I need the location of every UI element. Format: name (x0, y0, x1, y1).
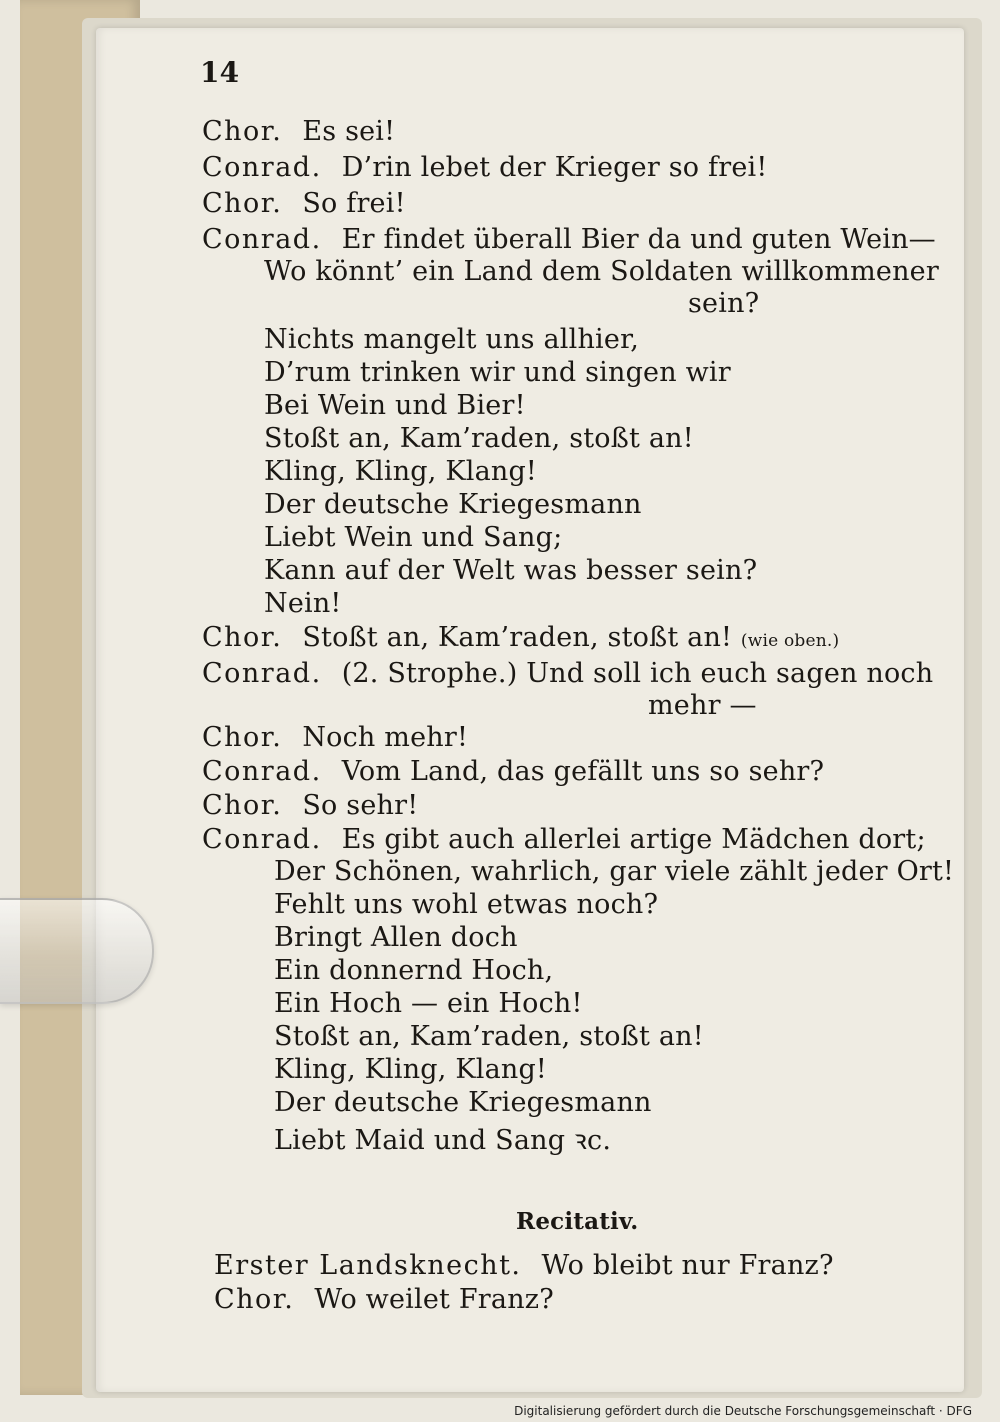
line-text: Vom Land, das gefällt uns so sehr? (341, 756, 825, 787)
text-line (202, 622, 839, 653)
book-page (96, 28, 964, 1392)
line-text: So frei! (302, 188, 406, 219)
speaker-label: Conrad. (202, 824, 322, 855)
text-line: Stoßt an, Kam’raden, stoßt an! (274, 1021, 704, 1052)
text-line: Der deutsche Kriegesmann (264, 489, 642, 520)
speaker-label: Chor. (202, 188, 283, 219)
speaker-label: Chor. (214, 1284, 295, 1315)
line-text: Wo bleibt nur Franz? (541, 1250, 834, 1281)
line-text: (2. Strophe.) Und soll ich euch sagen noch (341, 658, 934, 689)
speaker-label: Conrad. (202, 756, 322, 787)
text-line: Nein! (264, 588, 342, 619)
text-line: Der deutsche Kriegesmann (274, 1087, 652, 1118)
speaker-label: Conrad. (202, 658, 322, 689)
text-line: Ein donnernd Hoch, (274, 955, 554, 986)
speaker-label: Chor. (202, 722, 283, 753)
text-line (202, 756, 824, 787)
text-line: Stoßt an, Kam’raden, stoßt an! (264, 423, 694, 454)
line-text: Noch mehr! (302, 722, 469, 753)
line-text: Stoßt an, Kam’raden, stoßt an! (302, 622, 733, 653)
text-line: Der Schönen, wahrlich, gar viele zählt jeder Ort! (274, 856, 955, 887)
line-text: Es sei! (302, 116, 396, 147)
text-line: Fehlt uns wohl etwas noch? (274, 889, 659, 920)
speaker-label: Conrad. (202, 224, 322, 255)
text-line: sein? (688, 288, 760, 319)
speaker-label: Chor. (202, 116, 283, 147)
text-line: Liebt Maid und Sang ꝛc. (274, 1125, 612, 1156)
line-text: Es gibt auch allerlei artige Mädchen dort; (341, 824, 926, 855)
speaker-label: Erster Landsknecht. (214, 1250, 522, 1281)
text-line (214, 1250, 834, 1281)
text-line (202, 790, 418, 821)
speaker-label: Chor. (202, 622, 283, 653)
text-line: mehr — (648, 690, 757, 721)
text-line (202, 824, 926, 855)
text-line: Wo könnt’ ein Land dem Soldaten willkommener (264, 256, 939, 287)
stage-note: (wie oben.) (740, 631, 840, 651)
text-line (202, 658, 933, 689)
text-line (202, 722, 468, 753)
speaker-label: Chor. (202, 790, 283, 821)
section-heading: Recitativ. (516, 1208, 639, 1235)
line-text: Er findet überall Bier da und guten Wein— (341, 224, 936, 255)
text-line: Nichts mangelt uns allhier, (264, 324, 639, 355)
text-line (202, 152, 767, 183)
text-line (202, 116, 395, 147)
text-line: Kling, Kling, Klang! (264, 456, 537, 487)
text-line: Liebt Wein und Sang; (264, 522, 563, 553)
text-line: Kann auf der Welt was besser sein? (264, 555, 758, 586)
page-holder-clip (0, 898, 154, 1004)
text-line (202, 188, 406, 219)
text-line: Ein Hoch — ein Hoch! (274, 988, 583, 1019)
text-line: Bringt Allen doch (274, 922, 518, 953)
line-text: D’rin lebet der Krieger so frei! (341, 152, 768, 183)
page-number: 14 (200, 56, 240, 89)
line-text: So sehr! (302, 790, 419, 821)
text-line: Bei Wein und Bier! (264, 390, 526, 421)
text-line (202, 224, 936, 255)
text-line (214, 1284, 554, 1315)
line-text: Wo weilet Franz? (314, 1284, 554, 1315)
text-line: Kling, Kling, Klang! (274, 1054, 547, 1085)
speaker-label: Conrad. (202, 152, 322, 183)
footer-credit: Digitalisierung gefördert durch die Deutsche Forschungsgemeinschaft · DFG (514, 1404, 972, 1418)
text-line: D’rum trinken wir und singen wir (264, 357, 731, 388)
